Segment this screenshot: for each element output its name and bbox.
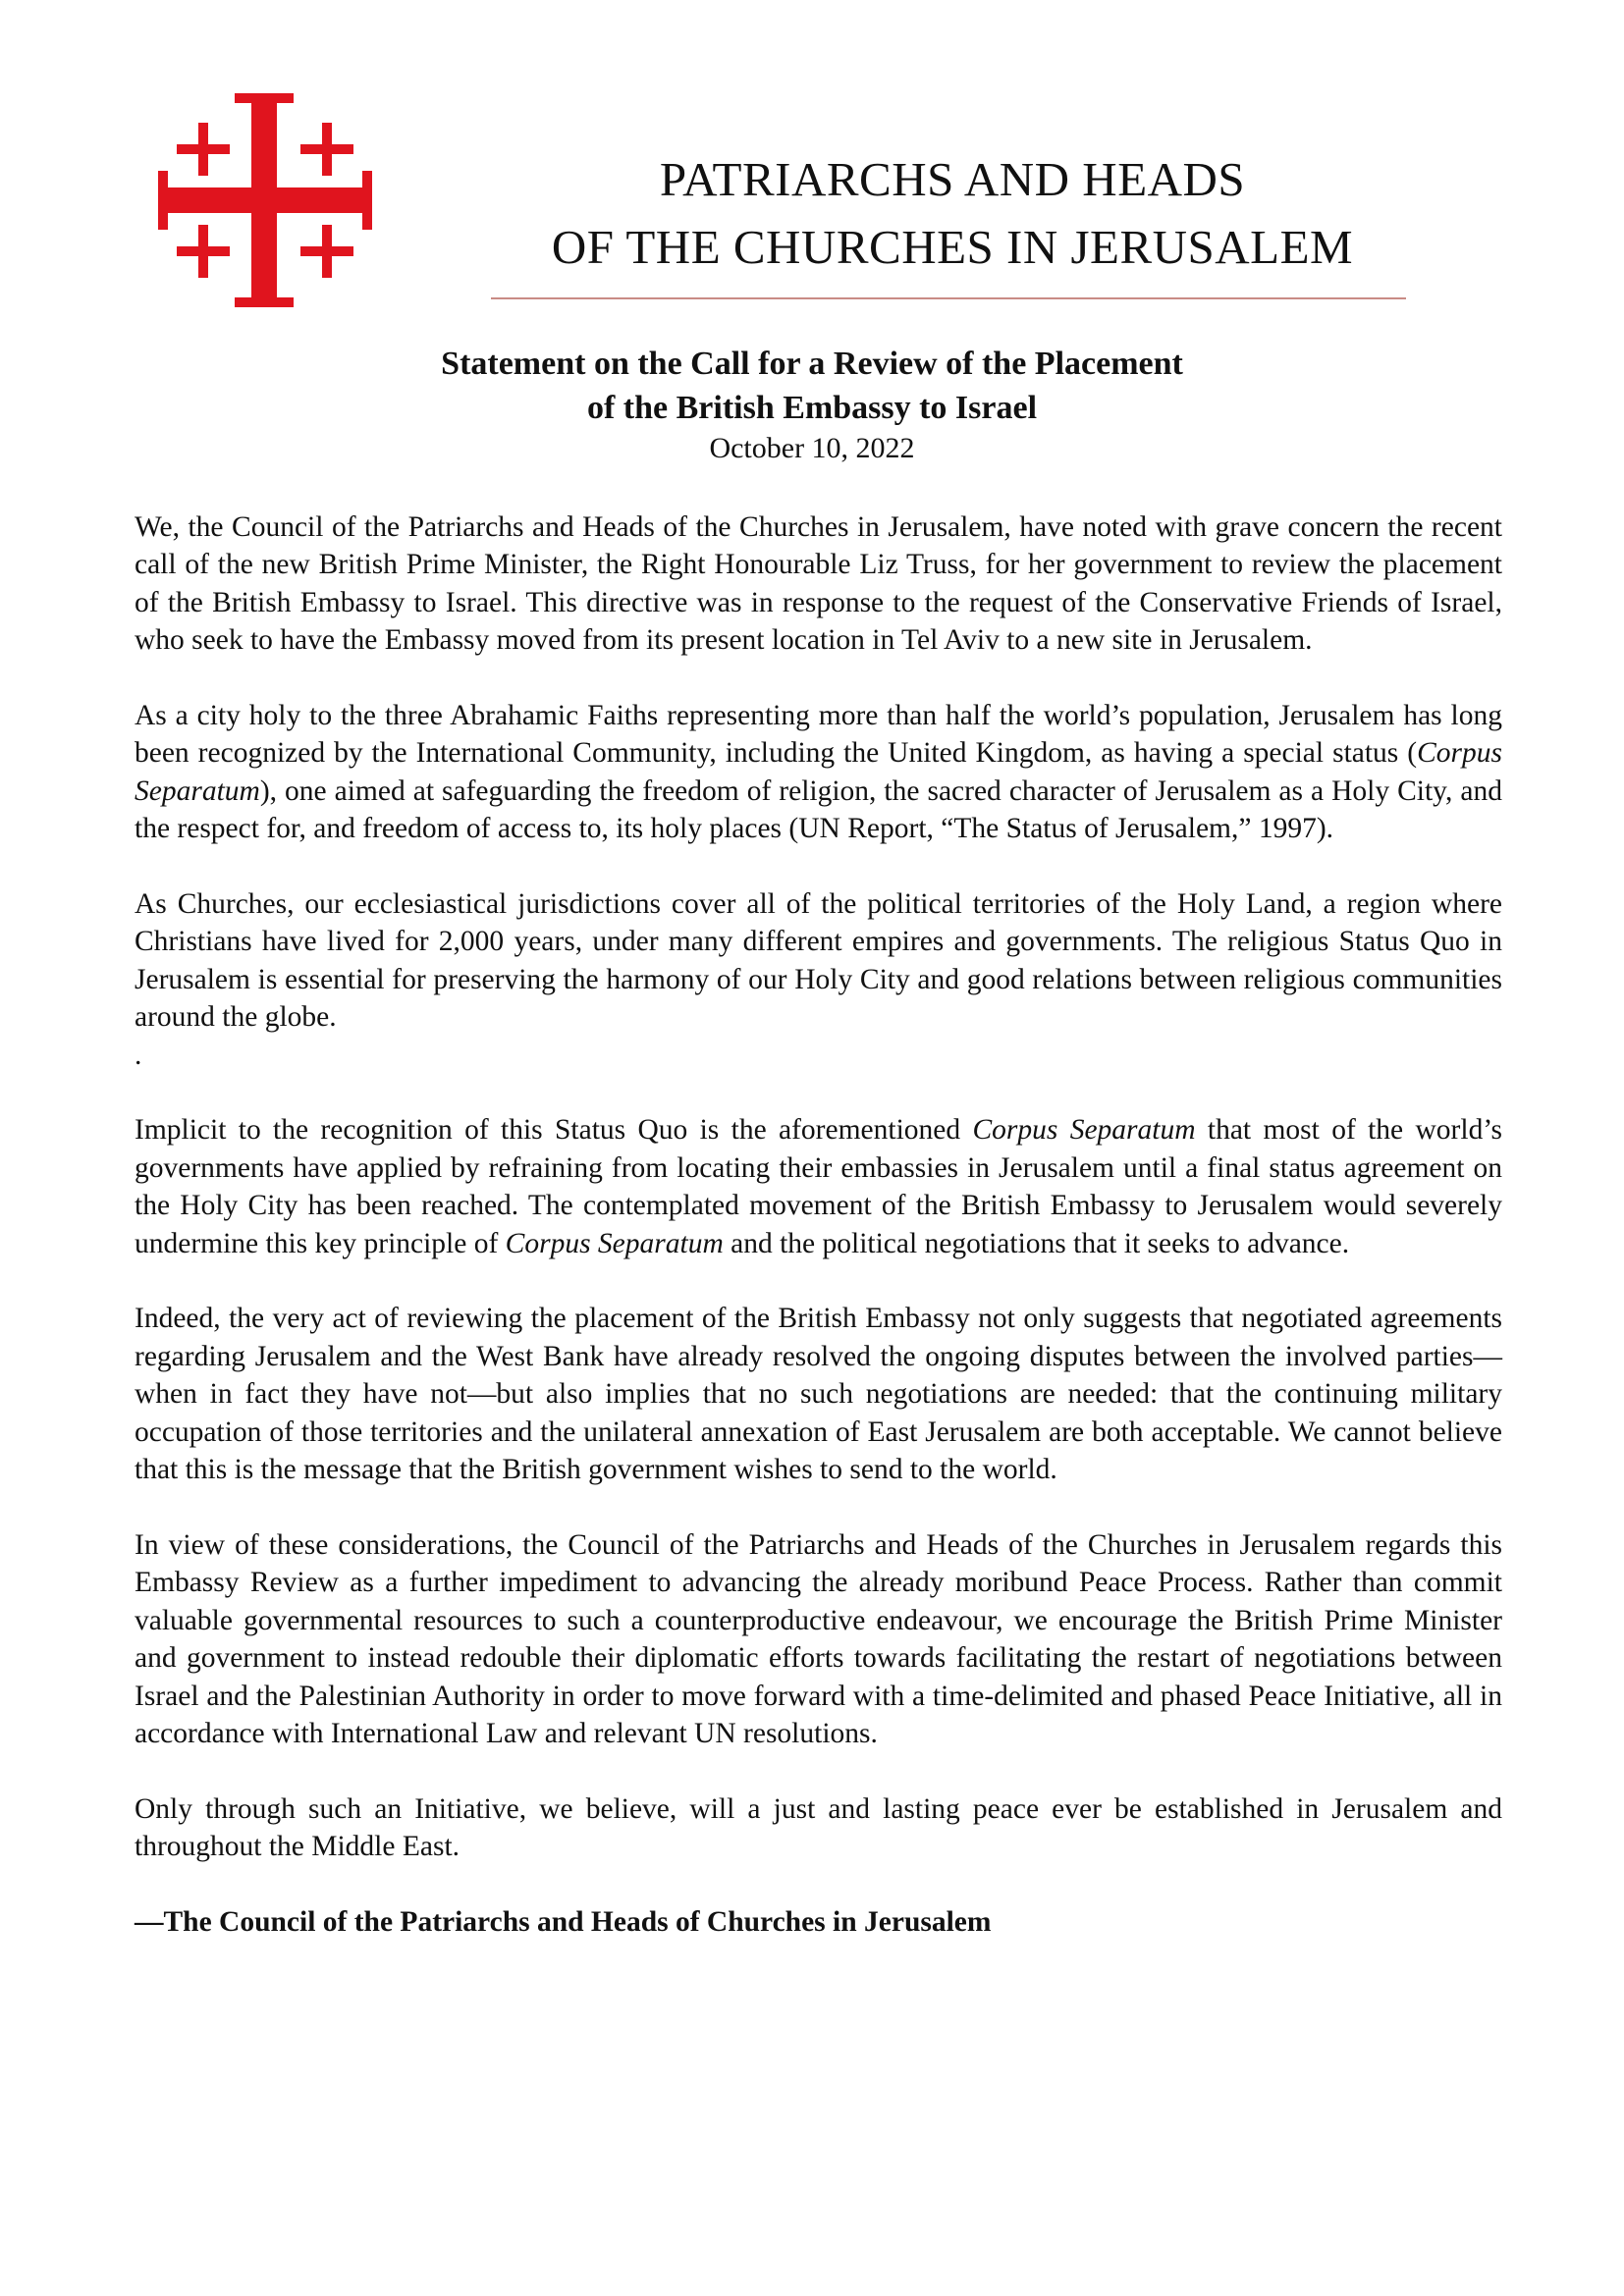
statement-body [135,508,1502,1941]
paragraph-4-italic-1: Corpus Separatum [972,1114,1196,1147]
paragraph-1: We, the Council of the Patriarchs and Heads of the Churches in Jerusalem, have noted with grave concern the recent call of the new British Prime Minister, the Right Honourable Liz Truss, for her government to review the placement of the British Embassy to Israel. This directive was in response to the request of the Conservative Friends of Israel, who seek to have the Embassy moved from its present location in Tel Aviv to a new site in Jerusalem. [135,511,1502,657]
paragraph-4-italic-2: Corpus Separatum [505,1227,724,1259]
paragraph-2-text-b: ), one aimed at safeguarding the freedom of religion, the sacred character of Jerusalem as a Holy City, and the respect for, and freedom of access to, its holy places (UN Report, “The Status of Jerusalem,” 1997). [135,774,1502,845]
paragraph-4-text-c: and the political negotiations that it seeks to advance. [723,1227,1350,1259]
organization-title [491,145,1414,281]
statement-heading [196,342,1428,467]
paragraph-3: As Churches, our ecclesiastical jurisdictions cover all of the political territories of the Holy Land, a region where Christians have lived for 2,000 years, under many different empires and governments. The religious Status Quo in Jerusalem is essential for preserving the harmony of our Holy City and good relations between religious communities around the globe. [135,888,1502,1034]
signature: —The Council of the Patriarchs and Heads of Churches in Jerusalem [135,1905,992,1938]
statement-title-line-1: Statement on the Call for a Review of the Placement [441,346,1183,382]
organization-title-line-2: OF THE CHURCHES IN JERUSALEM [551,220,1354,274]
header-divider [491,297,1406,299]
paragraph-2-text-a: As a city holy to the three Abrahamic Faiths representing more than half the world’s population, Jerusalem has long been recognized by the International Community, including the United Kingdom, as having a special status ( [135,700,1502,770]
jerusalem-cross-logo [158,93,372,307]
organization-title-line-1: PATRIARCHS AND HEADS [659,152,1246,206]
paragraph-7: Only through such an Initiative, we believe, will a just and lasting peace ever be established in Jerusalem and throughout the Middle East. [135,1792,1502,1863]
paragraph-2-italic: Corpus Separatum [135,737,1502,807]
paragraph-4 [135,1111,1502,1262]
jerusalem-cross-icon [158,93,372,307]
statement-date: October 10, 2022 [709,432,915,464]
paragraph-6: In view of these considerations, the Council of the Patriarchs and Heads of the Churches in Jerusalem regards this Embassy Review as a further impediment to advancing the already moribund Peace Process. Rather than commit valuable governmental resources to such a counterproductive endeavour, we encourage the British Prime Minister and government to instead redouble their diplomatic efforts towards facilitating the restart of negotiations between Israel and the Palestinian Authority in order to move forward with a time-delimited and phased Peace Initiative, all in accordance with International Law and relevant UN resolutions. [135,1528,1502,1749]
paragraph-2 [135,697,1502,848]
paragraph-4-text-b: that most of the world’s governments have applied by refraining from locating their embassies in Jerusalem until a final status agreement on the Holy City has been reached. The contemplated movement of the British Embassy to Jerusalem would severely undermine this key principle of [135,1114,1502,1259]
paragraph-separator-dot: . [135,1039,142,1071]
statement-title-line-2: of the British Embassy to Israel [586,390,1038,426]
paragraph-5: Indeed, the very act of reviewing the placement of the British Embassy not only suggests that negotiated agreements regarding Jerusalem and the West Bank have already resolved the ongoing disputes between the involved parties—when in fact they have not—but also implies that no such negotiations are needed: that the continuing military occupation of those territories and the unilateral annexation of East Jerusalem are both acceptable. We cannot believe that this is the message that the British government wishes to send to the world. [135,1303,1502,1486]
paragraph-4-text-a: Implicit to the recognition of this Status Quo is the aforementioned [135,1114,973,1147]
